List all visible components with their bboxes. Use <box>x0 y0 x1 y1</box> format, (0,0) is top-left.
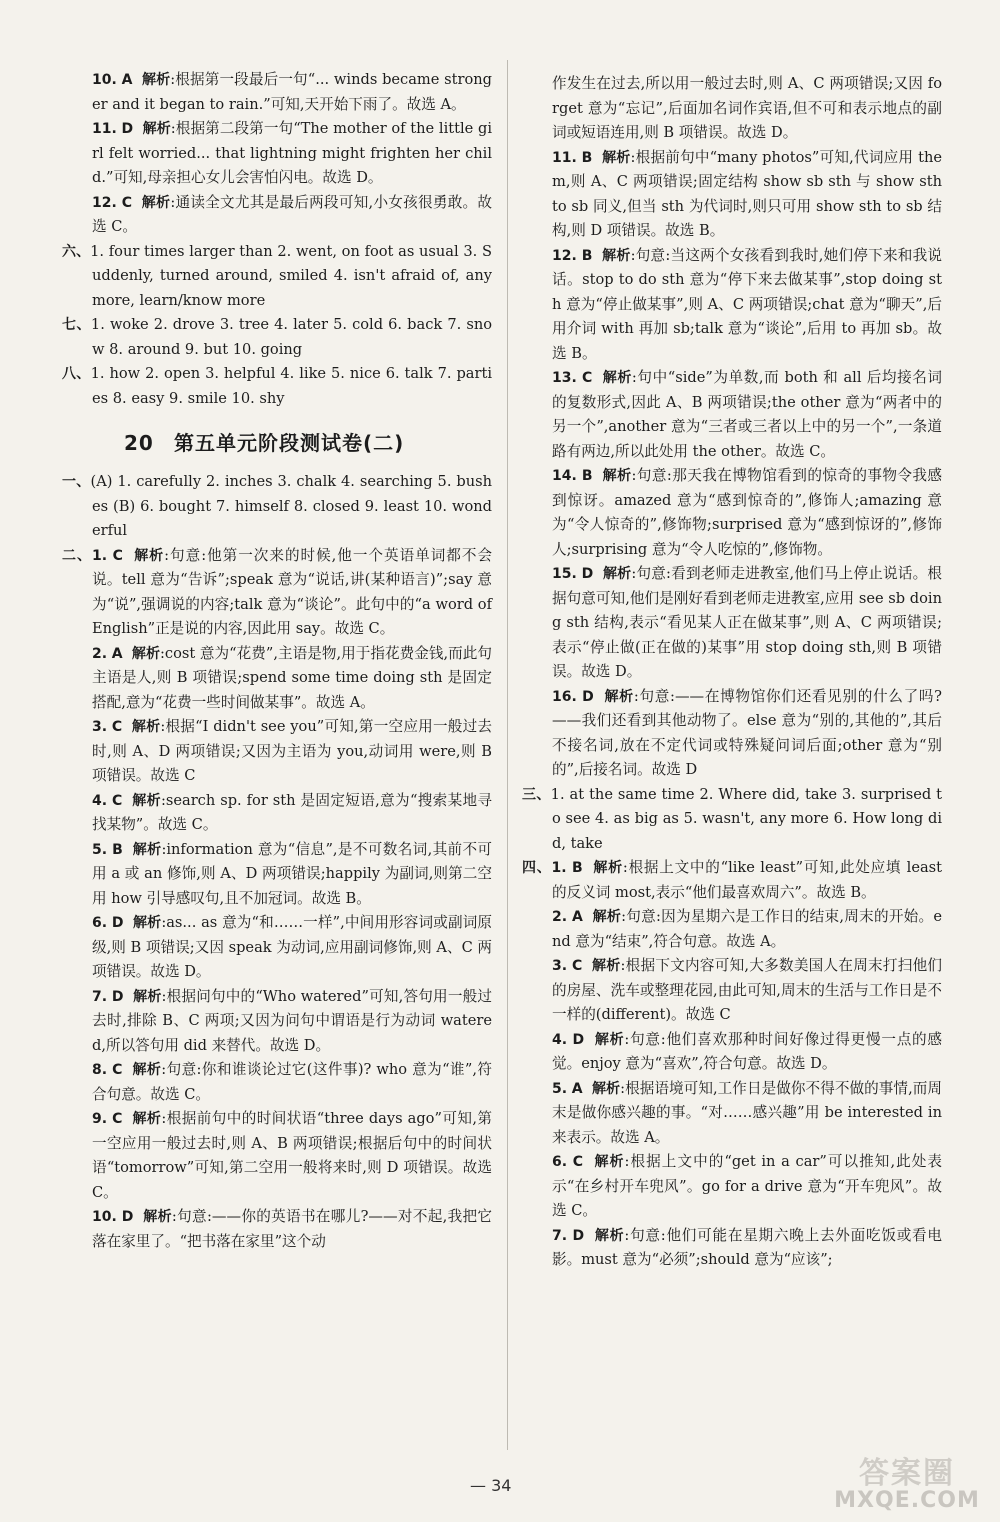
answer-item: 6. C 解析:根据上文中的“get in a car”可以推知,此处表示“在乡村开车兜风”。go for a drive 意为“开车兜风”。故选 C。 <box>552 1153 943 1219</box>
answer-item: 6. D 解析:as... as 意为“和……一样”,中间用形容词或副词原级,则 B 项错误;又因 speak 为动词,应用副词修饰,则 A、C 两项错误。故选 D。 <box>92 914 493 980</box>
answer-item: 12. C 解析:通读全文尤其是最后两段可知,小女孩很勇敢。故选 C。 <box>92 193 493 235</box>
answer-item: 10. D 解析:句意:——你的英语书在哪儿?——对不起,我把它落在家里了。“把书落在家里”这个动 <box>92 1208 492 1250</box>
answer-item: 16. D 解析:句意:——在博物馆你们还看见别的什么了吗?——我们还看到其他动物了。else 意为“别的,其他的”,其后不接名词,放在不定代词或特殊疑问词后面;other 意为“别的”,后接名词。故选 D <box>552 687 942 778</box>
answer-item: 7. D 解析:根据问句中的“Who watered”可知,答句用一般过去时,排除 B、C 两项;又因为问句中谓语是行为动词 watered,所以答句用 did 来替代。故选 D。 <box>92 987 492 1054</box>
answer-item: 8. C 解析:句意:你和谁谈论过它(这件事)? who 意为“谁”,符合句意。故选 C。 <box>92 1061 493 1103</box>
answer-item: 5. A 解析:根据语境可知,工作日是做你不得不做的事情,而周末是做你感兴趣的事。“对……感兴趣”用 be interested in 来表示。故选 A。 <box>552 1079 943 1146</box>
left-column <box>62 68 492 1254</box>
section-eight: 八、1. how 2. open 3. helpful 4. like 5. nice 6. talk 7. parties 8. easy 9. smile 10. shy <box>62 365 492 407</box>
answer-item: 12. B 解析:句意:当这两个女孩看到我时,她们停下来和我说话。stop to do sth 意为“停下来去做某事”,stop doing sth 意为“停止做某事”,则 A、C 两项错误;chat 意为“聊天”,后用介词 with 再加 sb;talk 意为“谈论”,后用 to 再加 sb。故选 B。 <box>552 246 943 362</box>
page-title: 20 第五单元阶段测试卷(二) <box>124 431 405 455</box>
answer-item: 9. C 解析:根据前句中的时间状语“three days ago”可知,第一空应用一般过去时,则 A、B 两项错误;根据后句中的时间状语“tomorrow”可知,第二空用一般将来时,则 D 项错误。故选 C。 <box>92 1110 493 1201</box>
answer-item: 2. A 解析:cost 意为“花费”,主语是物,用于指花费金钱,而此句主语是人,则 B 项错误;spend some time doing sth 是固定搭配,意为“花费一些时间做某事”。故选 A。 <box>92 644 493 711</box>
section-three: 三、1. at the same time 2. Where did, take 3. surprised to see 4. as big as 5. wasn't, any more 6. How long did, take <box>522 785 943 852</box>
section-one: 一、(A) 1. carefully 2. inches 3. chalk 4. searching 5. bushes (B) 6. bought 7. himself 8. closed 9. least 10. wonderful <box>62 473 493 539</box>
section-six: 六、1. four times larger than 2. went, on foot as usual 3. Suddenly, turned around, smiled 4. isn't afraid of, any more, learn/know more <box>62 242 493 309</box>
right-column <box>522 72 942 1273</box>
answer-item: 15. D 解析:句意:看到老师走进教室,他们马上停止说话。根据句意可知,他们是刚好看到老师走进教室,应用 see sb doing sth 结构,表示“看见某人正在做某事”,则 A、C 两项错误;表示“停止做(正在做的)某事”用 stop doing sth,则 B 项错误。故选 D。 <box>552 565 943 680</box>
section-seven: 七、1. woke 2. drove 3. tree 4. later 5. cold 6. back 7. snow 8. around 9. but 10. going <box>62 316 493 358</box>
section-four-item: 四、1. B 解析:根据上文中的“like least”可知,此处应填 least 的反义词 most,表示“他们最喜欢周六”。故选 B。 <box>522 859 943 901</box>
answer-continuation: 作发生在过去,所以用一般过去时,则 A、C 两项错误;又因 forget 意为“忘记”,后面加名词作宾语,但不可和表示地点的副词或短语连用,则 B 项错误。故选 D。 <box>552 75 942 141</box>
column-divider <box>507 60 508 1450</box>
answer-item: 14. B 解析:句意:那天我在博物馆看到的惊奇的事物令我感到惊讶。amazed 意为“感到惊奇的”,修饰人;amazing 意为“令人惊奇的”,修饰物;surprised 意为“感到惊讶的”,修饰人;surprising 意为“令人吃惊的”,修饰物。 <box>552 467 943 558</box>
answer-item: 5. B 解析:information 意为“信息”,是不可数名词,其前不可用 a 或 an 修饰,则 A、D 两项错误;happily 为副词,则第二空用 how 引导感叹句,且不加冠词。故选 B。 <box>92 840 493 907</box>
answer-item: 3. C 解析:根据“I didn't see you”可知,第一空应用一般过去时,则 A、D 两项错误;又因为主语为 you,动词用 were,则 B 项错误。故选 C <box>92 718 492 784</box>
page-number: — 34 <box>470 1476 512 1495</box>
answer-item: 3. C 解析:根据下文内容可知,大多数美国人在周末打扫他们的房屋、洗车或整理花园,由此可知,周末的生活与工作日是不一样的(different)。故选 C <box>552 957 943 1023</box>
answer-item: 13. C 解析:句中“side”为单数,而 both 和 all 后均接名词的复数形式,因此 A、B 两项错误;the other 意为“两者中的另一个”,another 意为“三者或三者以上中的另一个”,一条道路有两边,所以此处用 the other。故选 C。 <box>552 369 942 460</box>
answer-item: 7. D 解析:句意:他们可能在星期六晚上去外面吃饭或看电影。must 意为“必须”;should 意为“应该”; <box>552 1226 943 1268</box>
answer-item: 11. B 解析:根据前句中“many photos”可知,代词应用 them,则 A、C 两项错误;固定结构 show sb sth 与 show sth to sb 同义,但当 sth 为代词时,则只可用 show sth to sb 结构,则 D 项错误。故选 B。 <box>552 148 943 239</box>
watermark-brand: 答案圈 <box>859 1456 955 1491</box>
answer-item: 10. A 解析:根据第一段最后一句“... winds became stronger and it began to rain.”可知,天开始下雨了。故选 A。 <box>92 71 493 113</box>
answer-item: 4. C 解析:search sp. for sth 是固定短语,意为“搜索某地寻找某物”。故选 C。 <box>92 791 493 833</box>
answer-item: 4. D 解析:句意:他们喜欢那种时间好像过得更慢一点的感觉。enjoy 意为“喜欢”,符合句意。故选 D。 <box>552 1030 943 1072</box>
watermark-site: MXQE.COM <box>834 1488 980 1513</box>
watermark-logo <box>822 1448 992 1516</box>
answer-item: 11. D 解析:根据第二段第一句“The mother of the little girl felt worried... that lightning might frighten her child.”可知,母亲担心女儿会害怕闪电。故选 D。 <box>92 120 493 186</box>
answer-item: 2. A 解析:句意:因为星期六是工作日的结束,周末的开始。end 意为“结束”,符合句意。故选 A。 <box>552 908 943 950</box>
section-two-item: 二、1. C 解析:句意:他第一次来的时候,他一个英语单词都不会说。tell 意为“告诉”;speak 意为“说话,讲(某种语言)”;say 意为“说”,强调说的内容;talk 意为“谈论”。此句中的“a word of English”正是说的内容,因此用 say。故选 C。 <box>62 546 493 637</box>
